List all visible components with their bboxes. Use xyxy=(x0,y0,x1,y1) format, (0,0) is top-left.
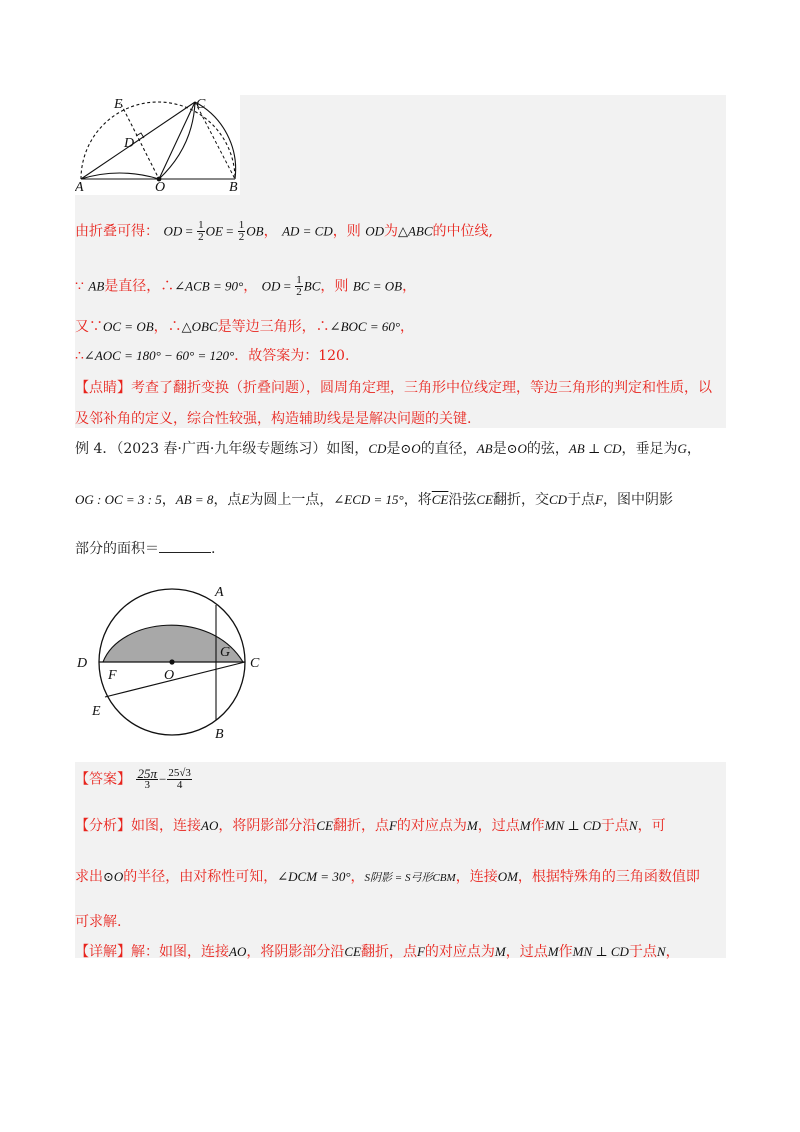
label-e: E xyxy=(92,704,101,719)
center-point-o xyxy=(169,659,174,664)
label-c: C xyxy=(250,656,260,671)
comment-label: 【点睛】 xyxy=(75,380,131,396)
label-c: C xyxy=(196,97,206,112)
detail-line-1: 【详解】解：如图，连接AO，将阴影部分沿CE翻折，点F的对应点为M，过点M作MN ⊥ CD于点N， xyxy=(75,944,680,960)
answer-line: 【答案】 $\frac{25\pi}{3}$ − $\frac{25√3}{4}$ xyxy=(75,766,191,791)
label-b: B xyxy=(229,180,238,195)
label-d: D xyxy=(124,136,135,151)
detail-label: 【详解】 xyxy=(75,944,131,960)
answer-blank[interactable] xyxy=(159,540,211,553)
label-f: F xyxy=(108,668,117,683)
example-4-line-2: OG : OC = 3 : 5，AB = 8，点E为圆上一点，∠ECD = 15°，将$\overline{CE}$沿弦CE翻折，交CD于点F，图中阴影 xyxy=(75,492,674,508)
label-b: B xyxy=(215,727,224,742)
example-4-line-3: 部分的面积＝ . xyxy=(75,541,216,557)
fold-prefix: 由折叠可得： xyxy=(75,223,159,240)
example-4-line-1: 例 4．（2023 春·广西·九年级专题练习）如图，CD是⊙O的直径，AB是⊙O的弦，AB ⊥ CD，垂足为G， xyxy=(75,441,701,457)
answer-background xyxy=(75,762,726,958)
answer-fraction-1: $\frac{25\pi}{3}$ xyxy=(137,766,157,791)
equilateral-line: 又∵OC = OB，∴△OBC是等边三角形，∴∠BOC = 60°， xyxy=(75,319,415,335)
diameter-line: ∵ AB是直径，∴∠ACB = 90°， OD = $\frac{1}{2}$ BC，则 BC = OB， xyxy=(75,274,417,298)
label-a: A xyxy=(75,180,84,195)
math-ad-cd: AD = CD xyxy=(282,223,333,239)
comment-line-2: 及邻补角的定义，综合性较强，构造辅助线是是解决问题的关键. xyxy=(75,411,472,427)
figure-1-diagram xyxy=(75,95,240,195)
label-o: O xyxy=(164,668,175,683)
label-g: G xyxy=(220,645,231,660)
answer-fraction-2: $\frac{25√3}{4}$ xyxy=(168,767,191,791)
comment-line-1: 【点睛】考查了翻折变换（折叠问题），圆周角定理，三角形中位线定理，等边三角形的判定和性质，以 xyxy=(75,380,712,396)
analysis-line-1: 【分析】如图，连接AO，将阴影部分沿CE翻折，点F的对应点为M，过点M作MN ⊥ CD于点N，可 xyxy=(75,818,666,834)
label-d: D xyxy=(77,656,88,671)
analysis-line-3: 可求解. xyxy=(75,914,122,930)
analysis-label: 【分析】 xyxy=(75,818,131,834)
analysis-line-2: 求出⊙O的半径，由对称性可知，∠DCM = 30°，S阴影 = S弓形CBM，连接OM，根据特殊角的三角函数值即 xyxy=(75,869,700,885)
label-o: O xyxy=(155,180,166,195)
label-e: E xyxy=(114,97,123,112)
figure-2-diagram xyxy=(70,578,270,748)
fold-line: 由折叠可得： OD = $\frac{1}{2}$ OE = $\frac{1}{2}$ OB， AD = CD，则 OD为△ABC的中位线, xyxy=(75,219,493,243)
angle-line: ∴∠AOC = 180° − 60° = 120°．故答案为：120. xyxy=(75,348,350,364)
label-a: A xyxy=(215,585,224,600)
answer-label: 【答案】 xyxy=(75,771,131,788)
